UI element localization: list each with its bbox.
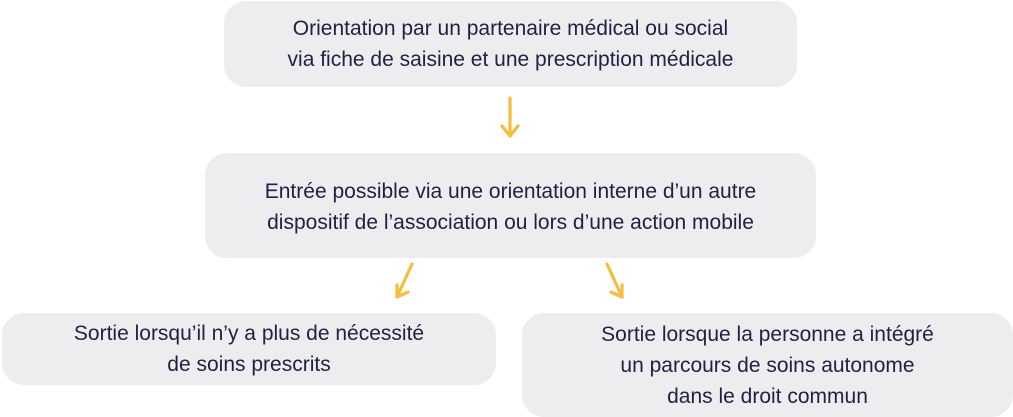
exit-autonomous-care-line-3: dans le droit commun [667, 384, 868, 408]
arrow-down-left-icon [397, 264, 412, 297]
entry-step-box [205, 153, 816, 258]
arrow-down-right-icon [607, 264, 622, 297]
orientation-step-box [224, 1, 797, 87]
exit-no-care-needed-box [2, 313, 496, 385]
exit-autonomous-care-line-2: un parcours de soins autonome [620, 353, 915, 377]
exit-autonomous-care-box [522, 313, 1013, 417]
entry-step-line-1: Entrée possible via une orientation interne d’un autre [264, 179, 757, 203]
exit-no-care-needed-line-1: Sortie lorsqu’il n’y a plus de nécessité [73, 322, 425, 345]
orientation-step-line-1: Orientation par un partenaire médical ou social [292, 17, 729, 40]
orientation-step-line-2: via fiche de saisine et une prescription médicale [287, 48, 734, 71]
entry-step-line-2: dispositif de l’association ou lors d’une action mobile [267, 210, 754, 234]
exit-autonomous-care-line-1: Sortie lorsque la personne a intégré [601, 322, 934, 346]
exit-no-care-needed-line-2: de soins prescrits [167, 353, 331, 376]
arrow-down-icon [502, 98, 518, 136]
